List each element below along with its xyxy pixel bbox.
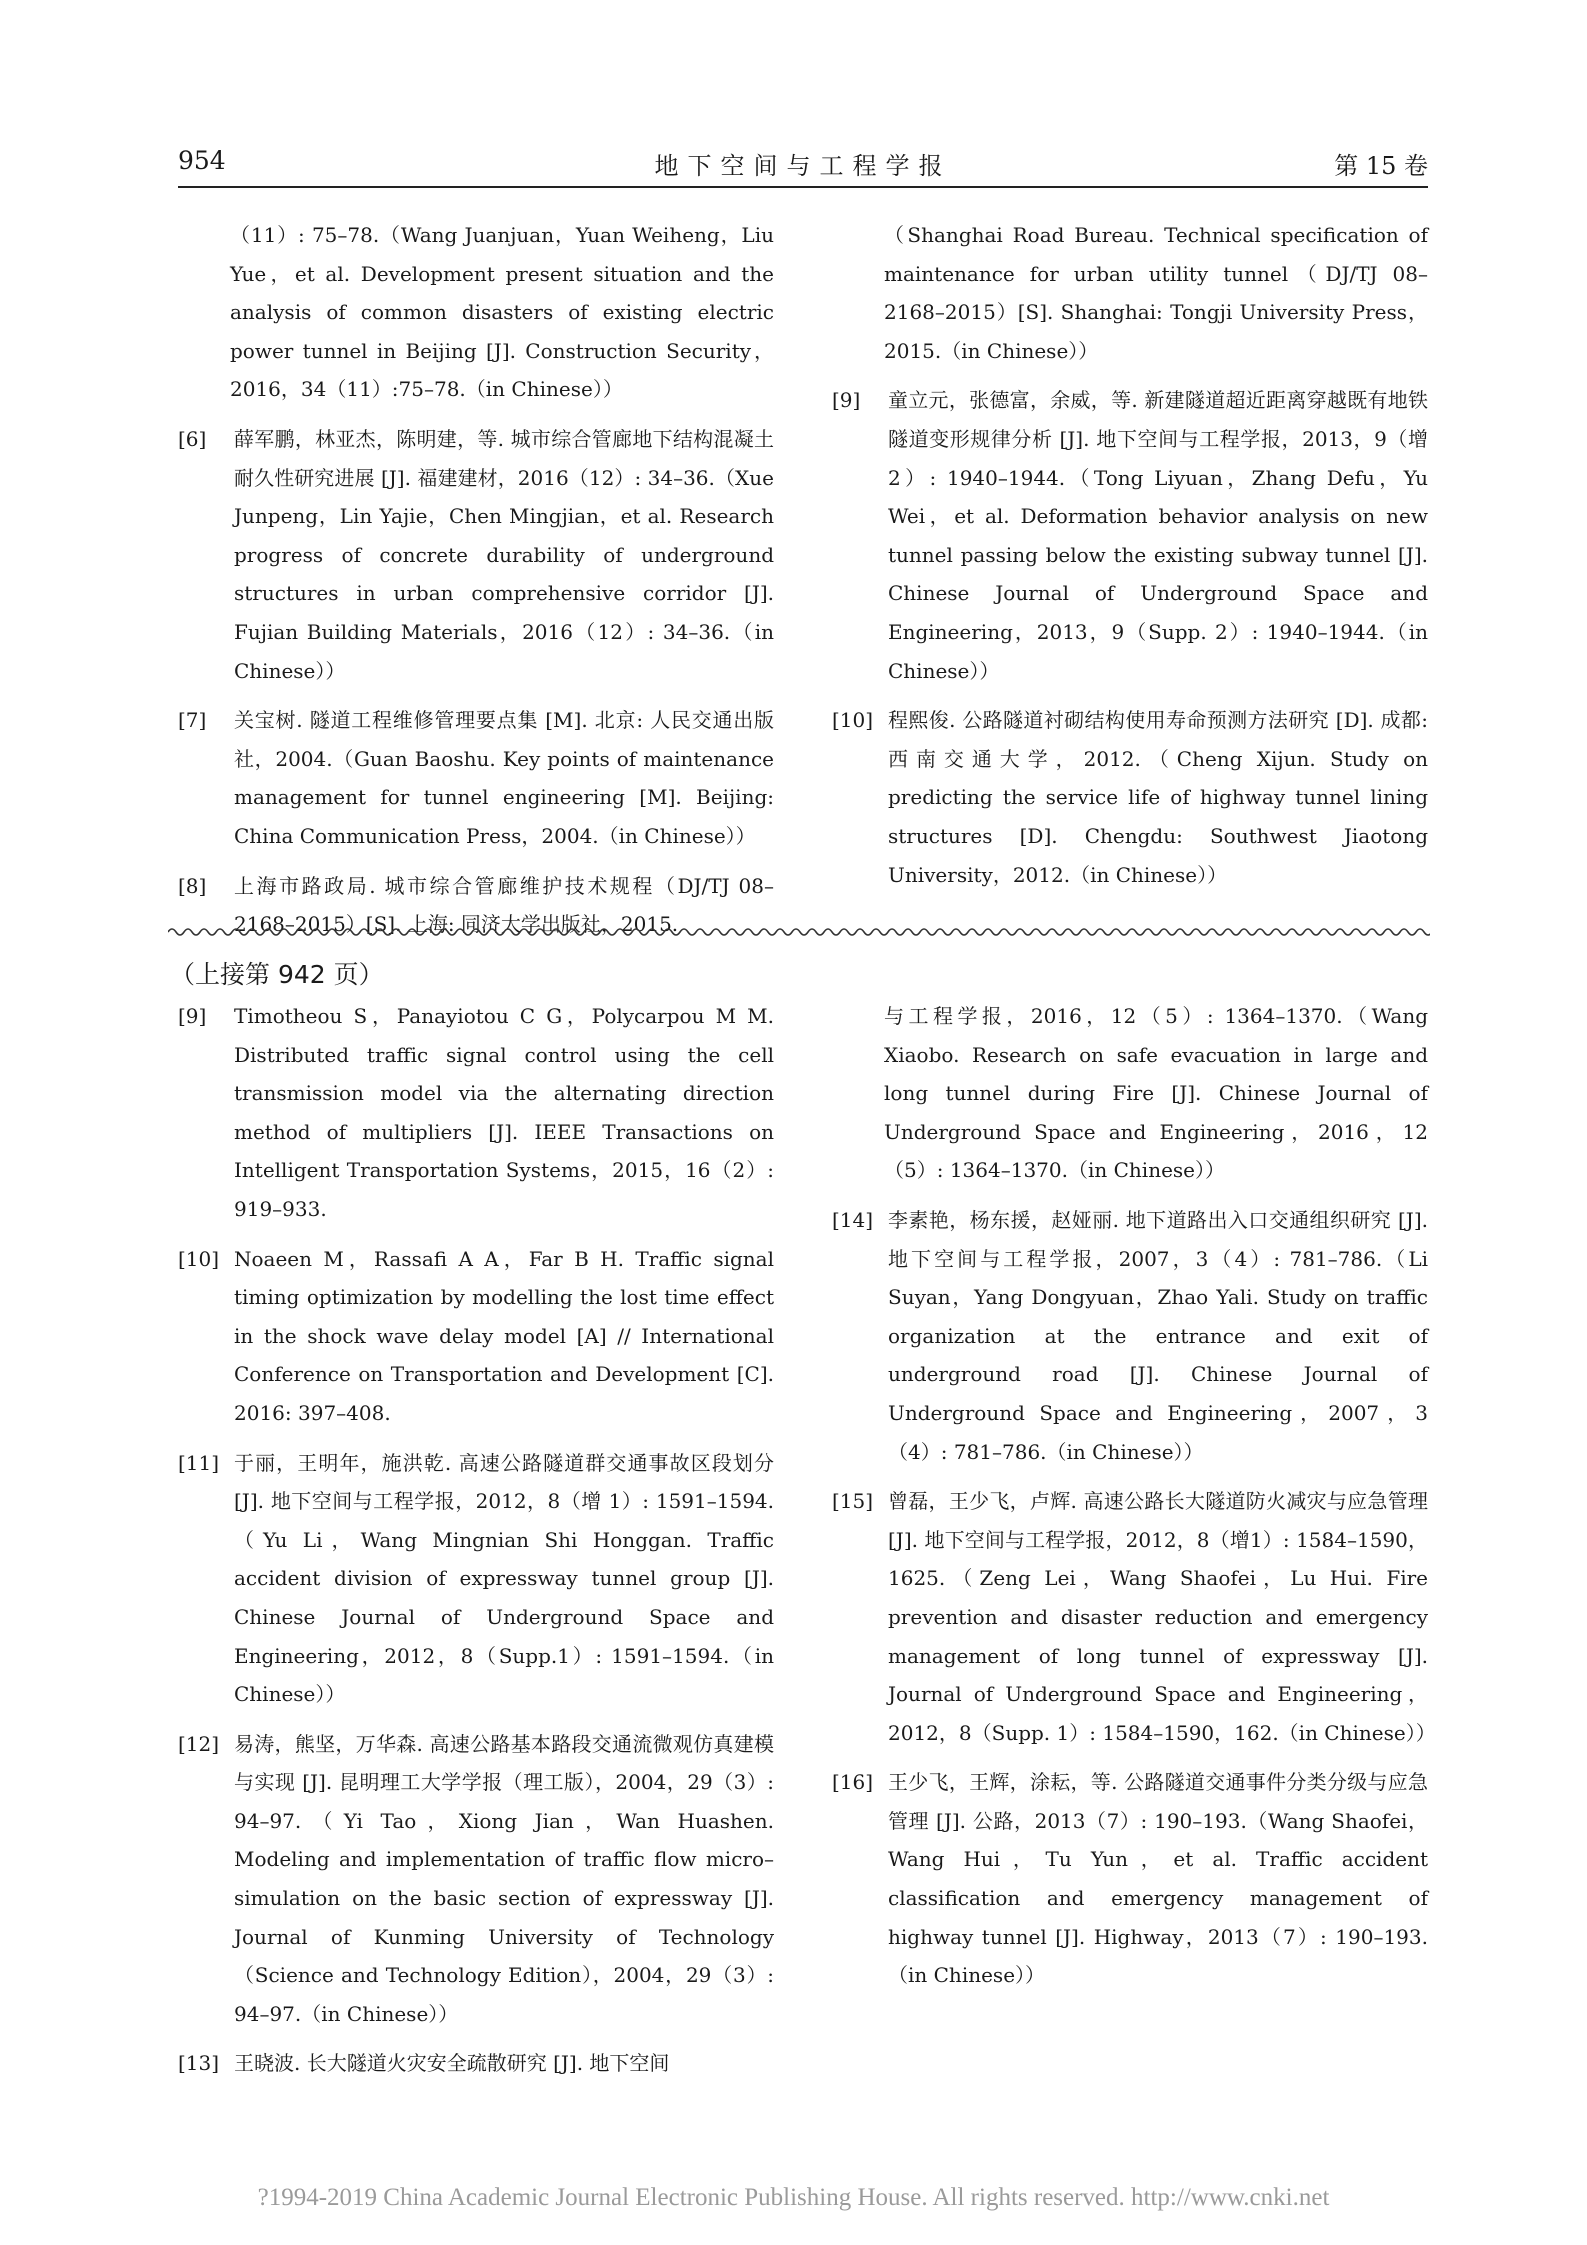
- reference-item: [178, 701, 774, 855]
- bottom-left-column: [178, 997, 774, 2094]
- reference-number: [11]: [178, 1450, 220, 1475]
- reference-text: 童立元，张德富，余威，等. 新建隧道超近距离穿越既有地铁隧道变形规律分析 [J]. 地下空间与工程学报，2013，9（增 2）: 1940–1944.（Tong Liyuan，Zhang Defu，Yu Wei，et al. Deformation behavior analysis on new tunnel passing below the existing subway tunnel [J]. Chinese Journal of Underground Space and Engineering，2013，9（Supp. 2）: 1940–1944.（in Chinese））: [888, 388, 1428, 683]
- bottom-right-column: [832, 997, 1436, 2006]
- reference-number: [6]: [178, 426, 207, 451]
- reference-text: 李素艳，杨东援，赵娅丽. 地下道路出入口交通组织研究 [J]. 地下空间与工程学报，2007，3（4）: 781–786.（Li Suyan，Yang Dongyuan，Zhao Yali. Study on traffic organization at the entrance and exit of underground road [J]. Chinese Journal of Underground Space and Engineering，2007，3（4）: 781–786.（in Chinese））: [888, 1207, 1428, 1464]
- reference-item: [832, 701, 1428, 894]
- reference-item: [832, 1201, 1428, 1471]
- page-number: 954: [178, 146, 226, 175]
- continued-from-label: （上接第 942 页）: [170, 960, 384, 989]
- reference-text: Timotheou S，Panayiotou C G，Polycarpou M M. Distributed traffic signal control using the cell transmission model via the alternating direction method of multipliers [J]. IEEE Transactions on Intelligent Transportation Systems，2015，16（2）: 919–933.: [234, 1004, 774, 1221]
- copyright-footer: ?1994-2019 China Academic Journal Electronic Publishing House. All rights reserved. http://www.cnki.net: [257, 2184, 1330, 2211]
- top-left-column: [178, 216, 774, 955]
- reference-item: [178, 1725, 774, 2034]
- reference-text: 于丽，王明年，施洪乾. 高速公路隧道群交通事故区段划分 [J]. 地下空间与工程学报，2012，8（增 1）: 1591–1594.（Yu Li，Wang Mingnian Shi Honggan. Traffic accident division of expressway tunnel group [J]. Chinese Journal of Underground Space and Engineering，2012，8（Supp.1）: 1591–1594.（in Chinese））: [234, 1450, 774, 1707]
- reference-continuation: （11）: 75–78.（Wang Juanjuan，Yuan Weiheng，Liu Yue，et al. Development present situation and the analysis of common disasters of existing electric power tunnel in Beijing [J]. Construction Security，2016，34（11）:75–78.（in Chinese））: [230, 223, 774, 402]
- reference-number: [10]: [832, 708, 874, 733]
- reference-number: [7]: [178, 708, 207, 733]
- reference-text: 曾磊，王少飞，卢辉. 高速公路长大隧道防火减灾与应急管理 [J]. 地下空间与工程学报，2012，8（增1）: 1584–1590，1625.（Zeng Lei，Wang Shaofei，Lu Hui. Fire prevention and disaster reduction and emergency management of long tunnel of expressway [J]. Journal of Underground Space and Engineering，2012，8（Supp. 1）: 1584–1590，162.（in Chinese））: [888, 1489, 1436, 1745]
- reference-number: [9]: [832, 388, 861, 413]
- reference-item: [832, 1482, 1436, 1752]
- top-right-column: [832, 216, 1428, 905]
- reference-item: [178, 1240, 774, 1433]
- journal-title: 地下空间与工程学报: [654, 152, 952, 180]
- reference-text: 程熙俊. 公路隧道衬砌结构使用寿命预测方法研究 [D]. 成都: 西南交通大学，2012.（Cheng Xijun. Study on predicting the service life of highway tunnel lining structures [D]. Chengdu: Southwest Jiaotong University，2012.（in Chinese））: [888, 708, 1428, 887]
- reference-item: [178, 997, 774, 1229]
- page-header: [178, 146, 1428, 186]
- reference-text: 易涛，熊坚，万华森. 高速公路基本路段交通流微观仿真建模与实现 [J]. 昆明理工大学学报（理工版），2004，29（3）: 94–97.（Yi Tao，Xiong Jian，Wan Huashen. Modeling and implementation of traffic flow micro–simulation on the basic section of expressway [J]. Journal of Kunming University of Technology（Science and Technology Edition），2004，29（3）: 94–97.（in Chinese））: [234, 1731, 774, 2026]
- reference-item: [832, 1763, 1428, 1995]
- reference-number: [15]: [832, 1489, 874, 1514]
- reference-continuation: （Shanghai Road Bureau. Technical specification of maintenance for urban utility tunnel（DJ/TJ 08–2168–2015）[S]. Shanghai: Tongji University Press，2015.（in Chinese））: [884, 223, 1428, 363]
- reference-text: Noaeen M，Rassafi A A，Far B H. Traffic signal timing optimization by modelling the lost time effect in the shock wave delay model [A] // International Conference on Transportation and Development [C]. 2016: 397–408.: [234, 1246, 774, 1425]
- volume-label: 第 15 卷: [1334, 152, 1428, 180]
- reference-number: [9]: [178, 1004, 207, 1028]
- reference-continuation: 与工程学报，2016，12（5）: 1364–1370.（Wang Xiaobo. Research on safe evacuation in large and long tunnel during Fire [J]. Chinese Journal of Underground Space and Engineering，2016，12（5）: 1364–1370.（in Chinese））: [884, 1004, 1428, 1183]
- reference-number: [8]: [178, 873, 207, 898]
- header-rule: [178, 186, 1428, 188]
- reference-text: 薛军鹏，林亚杰，陈明建，等. 城市综合管廊地下结构混凝土耐久性研究进展 [J]. 福建建材，2016（12）: 34–36.（Xue Junpeng，Lin Yajie，Chen Mingjian，et al. Research progress of concrete durability of underground structures in urban comprehensive corridor [J]. Fujian Building Materials，2016（12）: 34–36.（in Chinese））: [234, 426, 774, 683]
- reference-item: [178, 1444, 774, 1714]
- reference-text: 王少飞，王辉，涂耘，等. 公路隧道交通事件分类分级与应急管理 [J]. 公路，2013（7）: 190–193.（Wang Shaofei，Wang Hui，Tu Yun，et al. Traffic accident classification and emergency management of highway tunnel [J]. Highway，2013（7）: 190–193.（in Chinese））: [888, 1770, 1428, 1988]
- reference-item: [178, 420, 774, 690]
- reference-number: [10]: [178, 1246, 220, 1271]
- reference-text: 王晓波. 长大隧道火灾安全疏散研究 [J]. 地下空间: [234, 2051, 670, 2076]
- reference-number: [13]: [178, 2051, 220, 2076]
- reference-text: 上海市路政局. 城市综合管廊维护技术规程（DJ/TJ 08–2168–2015）[S]. 上海: 同济大学出版社，2015.: [234, 873, 774, 937]
- reference-item: [832, 381, 1428, 690]
- reference-number: [16]: [832, 1770, 874, 1795]
- wavy-divider: [168, 925, 1430, 939]
- reference-text: 关宝树. 隧道工程维修管理要点集 [M]. 北京: 人民交通出版社，2004.（Guan Baoshu. Key points of maintenance management for tunnel engineering [M]. Beijing: China Communication Press，2004.（in Chinese））: [234, 708, 774, 848]
- reference-item: [178, 2044, 774, 2083]
- reference-number: [12]: [178, 1731, 220, 1756]
- reference-number: [14]: [832, 1207, 874, 1232]
